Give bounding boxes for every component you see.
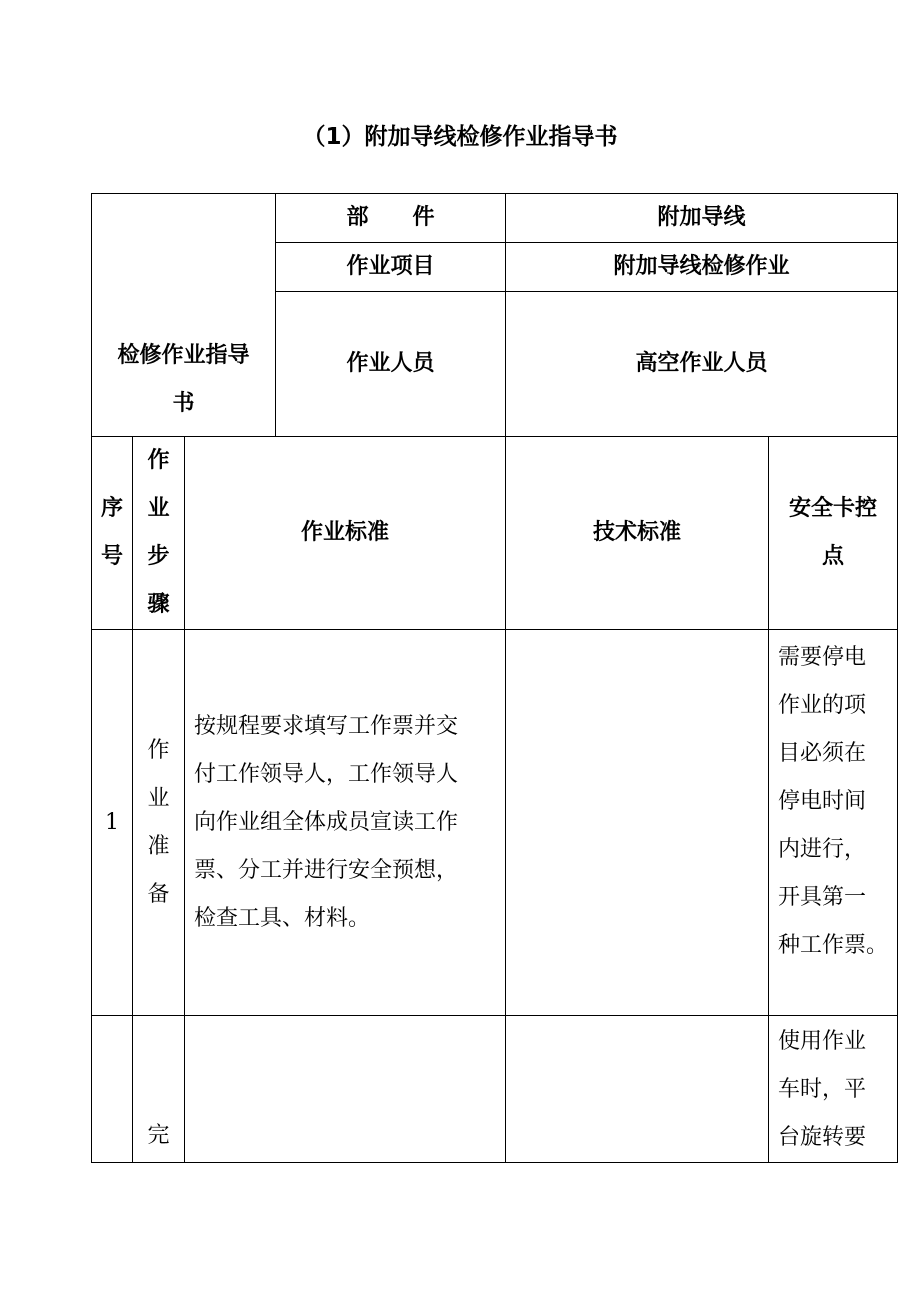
row-step: 完 bbox=[133, 1016, 185, 1163]
page-title: （1）附加导线检修作业指导书 bbox=[302, 124, 618, 150]
row-tech-standard bbox=[506, 1016, 769, 1163]
table-row bbox=[92, 630, 898, 1016]
doc-type-cell bbox=[92, 194, 276, 437]
row-step: 作 业 准 备 bbox=[133, 630, 185, 1016]
row-seq bbox=[92, 1016, 133, 1163]
doc-type-label-line2: 书 bbox=[172, 391, 195, 416]
work-item-value: 附加导线检修作业 bbox=[506, 243, 898, 292]
component-value: 附加导线 bbox=[506, 194, 898, 243]
tech-standard-header: 技术标准 bbox=[506, 437, 769, 630]
doc-type-label-line1: 检修作业指导 bbox=[117, 343, 250, 368]
component-label: 部 件 bbox=[276, 194, 506, 243]
row-safety-point: 需要停电 作业的项 目必须在 停电时间 内进行， 开具第一 种工作票。 bbox=[769, 630, 898, 1016]
row-tech-standard bbox=[506, 630, 769, 1016]
row-work-standard: 按规程要求填写工作票并交 付工作领导人，工作领导人 向作业组全体成员宣读工作 票、分工并进行安全预想， 检查工具、材料。 bbox=[185, 630, 506, 1016]
work-item-label: 作业项目 bbox=[276, 243, 506, 292]
safety-point-header: 安全卡控 点 bbox=[769, 437, 898, 630]
row-work-standard bbox=[185, 1016, 506, 1163]
work-instruction-table bbox=[91, 193, 898, 1163]
row-seq: 1 bbox=[92, 630, 133, 1016]
step-header: 作 业 步 骤 bbox=[133, 437, 185, 630]
seq-header: 序 号 bbox=[92, 437, 133, 630]
personnel-value: 高空作业人员 bbox=[506, 292, 898, 437]
row-safety-point: 使用作业 车时，平 台旋转要 bbox=[769, 1016, 898, 1163]
work-standard-header: 作业标准 bbox=[185, 437, 506, 630]
table-row bbox=[92, 1016, 898, 1163]
personnel-label: 作业人员 bbox=[276, 292, 506, 437]
